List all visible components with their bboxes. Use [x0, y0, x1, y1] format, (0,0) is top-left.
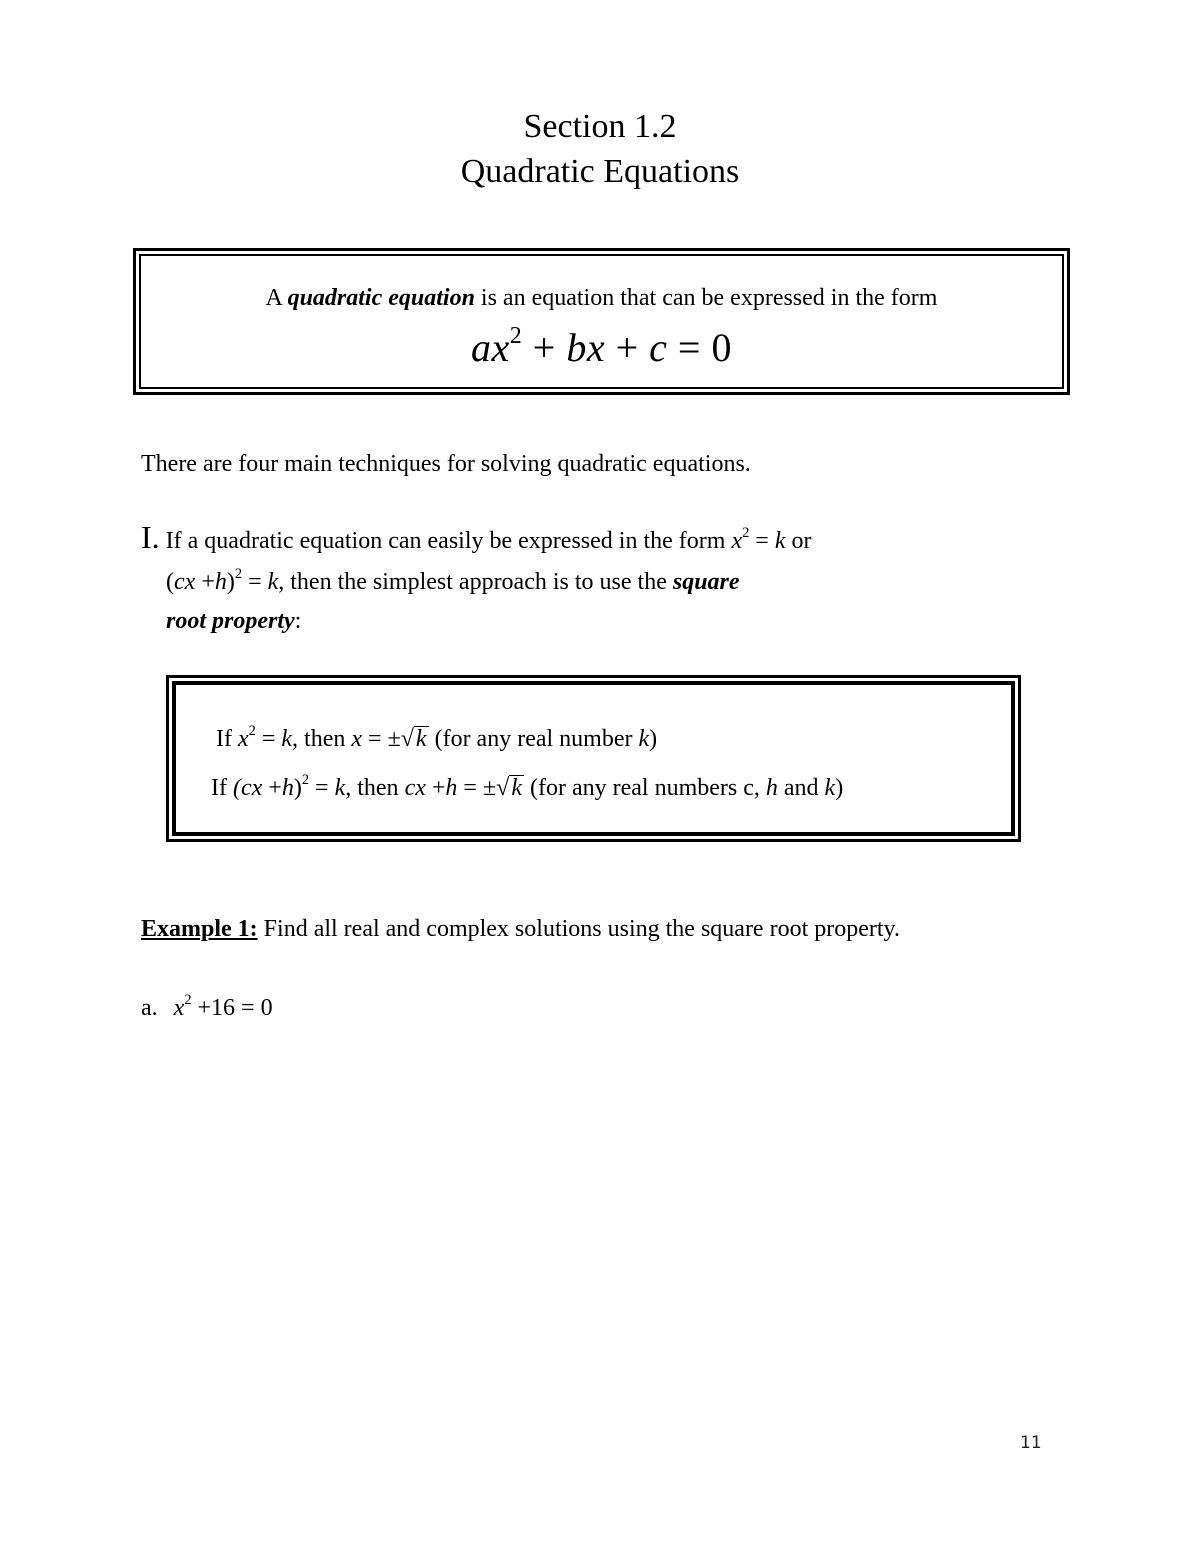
definition-text: A quadratic equation is an equation that can be expressed in the form — [265, 285, 938, 311]
square-root-property-term: square — [672, 569, 740, 595]
definition-term: quadratic equation — [287, 285, 475, 311]
square-root-property-box — [166, 675, 1021, 842]
intro-text: There are four main techniques for solving quadratic equations. — [141, 451, 751, 477]
technique-numeral: I. — [141, 519, 160, 555]
definition-box — [133, 248, 1070, 395]
sqrt-k: k — [511, 775, 522, 801]
technique-1-line-1: I. If a quadratic equation can easily be expressed in the form $x^2 = k$ or — [141, 519, 812, 555]
technique-1-line-2: (cx +h)$^2$ = k, then the simplest approach is to use the square — [166, 566, 740, 595]
page-number: 11 — [1020, 1433, 1042, 1453]
example-part-a: a. $x^2 +16 = 0$ — [141, 992, 273, 1021]
technique-1-line-3: root property: — [166, 608, 302, 634]
property-line-2: If (cx +h)$^2$ = k, then cx +h = ±√k (for any real numbers c, h and k) — [211, 772, 844, 801]
page-title: Quadratic Equations — [460, 153, 740, 190]
sqrt-k: k — [415, 726, 427, 752]
example-label: Example 1: — [141, 916, 258, 942]
section-heading: Section 1.2 — [523, 108, 677, 145]
quadratic-standard-form: $ax^2$ + bx + c = 0 — [471, 323, 732, 370]
example-1: Example 1: Find all real and complex solutions using the square root property. — [141, 916, 900, 942]
property-line-1: If $x^2 = k$, then x = ±√k (for any real number k) — [216, 723, 658, 752]
